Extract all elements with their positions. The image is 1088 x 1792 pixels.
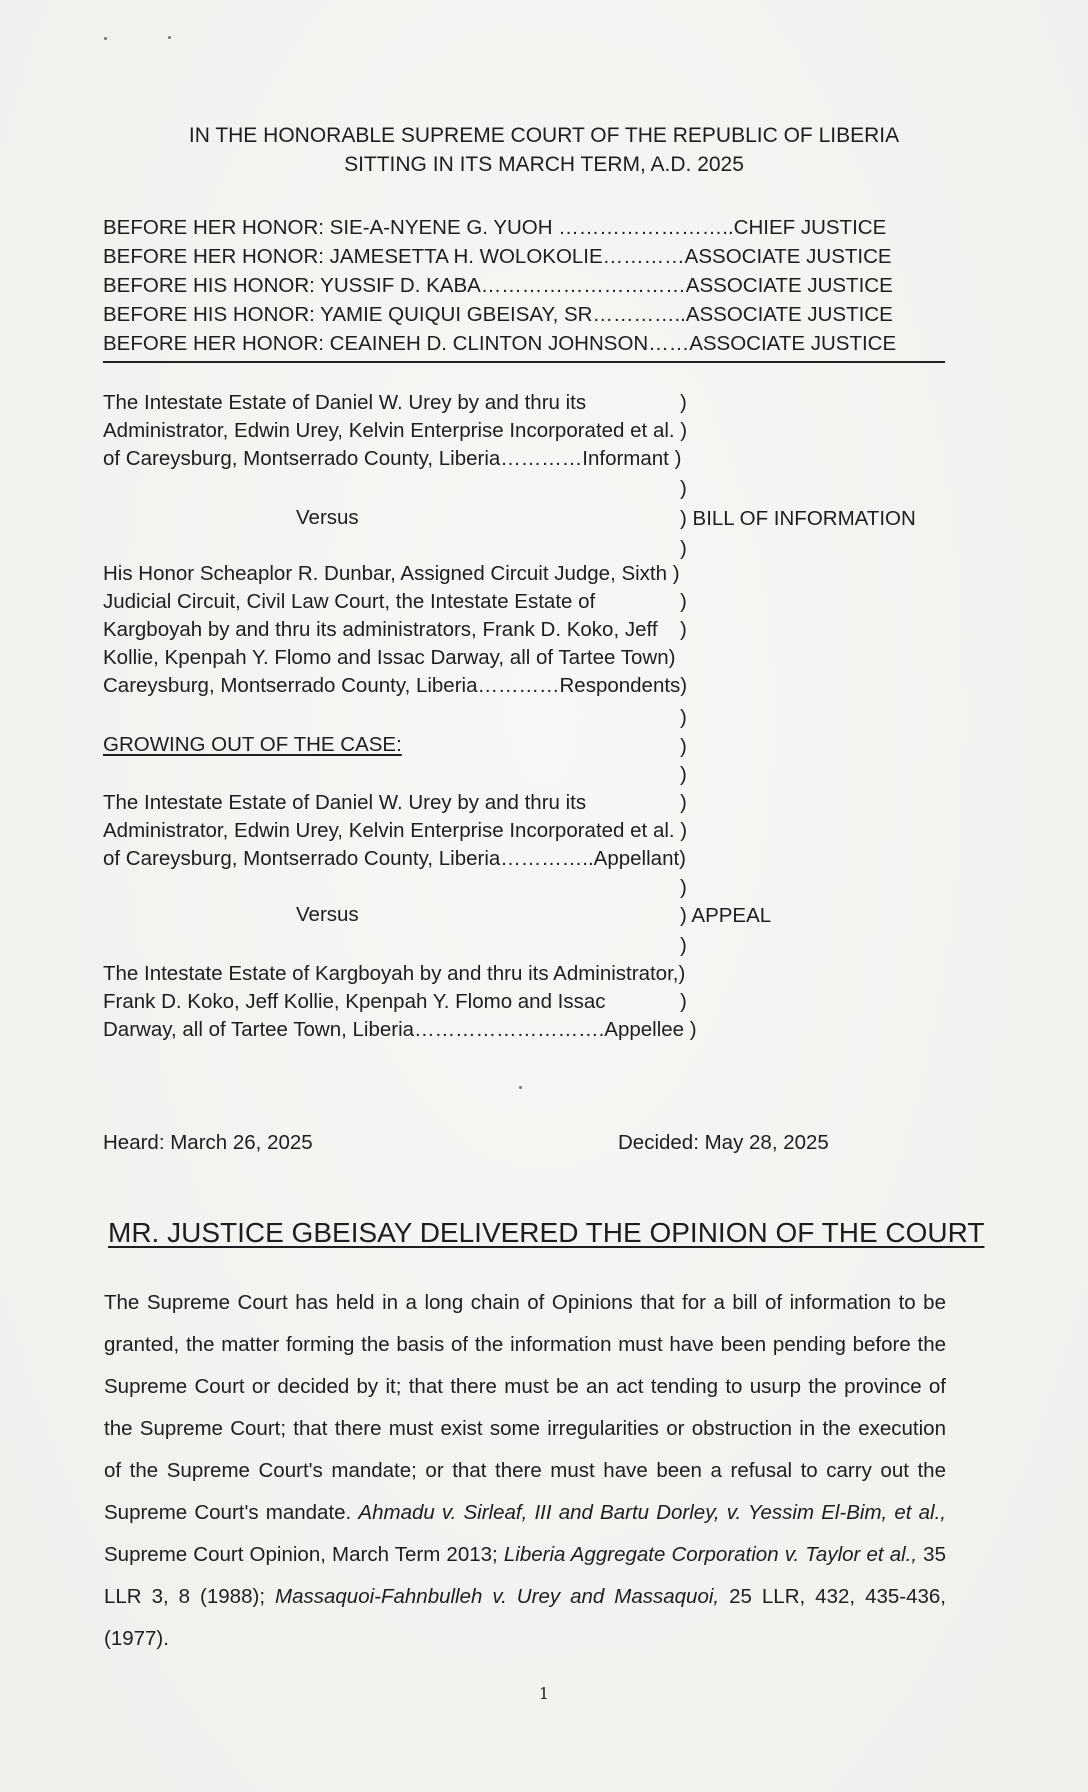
scan-speck [519, 1086, 522, 1089]
caption-paren: ) [680, 391, 687, 414]
court-header-line-2: SITTING IN ITS MARCH TERM, A.D. 2025 [344, 153, 744, 176]
citation-source-3: 25 LLR, 432, 435-436, (1977). [104, 1585, 946, 1650]
citation-case-2: Liberia Aggregate Corporation v. Taylor et al., [503, 1543, 918, 1566]
bench-line-associate-4: BEFORE HER HONOR: CEAINEH D. CLINTON JOHNSON……ASSOCIATE JUSTICE [103, 332, 897, 355]
versus-label-1: Versus [296, 506, 359, 529]
decided-date: Decided: May 28, 2025 [618, 1131, 829, 1154]
respondents-line-2: Judicial Circuit, Civil Law Court, the Intestate Estate of [103, 590, 596, 613]
caption-paren: ) [680, 477, 687, 500]
appellant-line-3: of Careysburg, Montserrado County, Liberia…………..Appellant) [103, 847, 686, 870]
bench-line-chief-justice: BEFORE HER HONOR: SIE-A-NYENE G. YUOH ……………………..CHIEF JUSTICE [103, 216, 887, 239]
court-header-line-1: IN THE HONORABLE SUPREME COURT OF THE REPUBLIC OF LIBERIA [188, 124, 900, 147]
caption-paren: ) [680, 934, 687, 957]
informant-line-3: of Careysburg, Montserrado County, Liberia…………Informant ) [103, 447, 682, 470]
respondents-line-4: Kollie, Kpenpah Y. Flomo and Issac Darway, all of Tartee Town) [103, 646, 676, 669]
caption-paren: ) [680, 618, 687, 641]
citation-source-1: Supreme Court Opinion, March Term 2013; [104, 1543, 498, 1566]
heard-date: Heard: March 26, 2025 [103, 1131, 313, 1154]
respondents-line-3: Kargboyah by and thru its administrators, Frank D. Koko, Jeff [103, 618, 658, 641]
appellant-line-2: Administrator, Edwin Urey, Kelvin Enterprise Incorporated et al. ) [103, 819, 688, 842]
appeal-label: ) APPEAL [680, 904, 772, 927]
caption-paren: ) [680, 537, 687, 560]
caption-paren: ) [680, 590, 687, 613]
caption-paren: ) [680, 791, 687, 814]
opinion-paragraph [104, 1282, 946, 1660]
informant-line-1: The Intestate Estate of Daniel W. Urey by and thru its [103, 391, 587, 414]
appellant-line-1: The Intestate Estate of Daniel W. Urey by and thru its [103, 791, 587, 814]
bench-rule [103, 361, 945, 363]
scan-speck [104, 37, 107, 40]
page-number: 1 [538, 1684, 550, 1703]
respondents-line-5: Careysburg, Montserrado County, Liberia…………Respondents) [103, 674, 688, 697]
bench-line-associate-3: BEFORE HIS HONOR: YAMIE QUIQUI GBEISAY, SR…………..ASSOCIATE JUSTICE [103, 303, 893, 326]
citation-case-3: Massaquoi-Fahnbulleh v. Urey and Massaquoi, [275, 1585, 720, 1608]
appellee-line-1: The Intestate Estate of Kargboyah by and thru its Administrator,) [103, 962, 686, 985]
appellee-line-2: Frank D. Koko, Jeff Kollie, Kpenpah Y. Flomo and Issac [103, 990, 606, 1013]
citation-source-2: 35 LLR 3, 8 (1988); [104, 1543, 946, 1608]
caption-paren: ) [680, 706, 687, 729]
caption-paren: ) [680, 990, 687, 1013]
growing-out-heading: GROWING OUT OF THE CASE: [103, 733, 402, 756]
bill-of-information-label: ) BILL OF INFORMATION [680, 507, 916, 530]
respondents-line-1: His Honor Scheaplor R. Dunbar, Assigned Circuit Judge, Sixth ) [103, 562, 680, 585]
bench-line-associate-2: BEFORE HIS HONOR: YUSSIF D. KABA…………………………ASSOCIATE JUSTICE [103, 274, 893, 297]
paragraph-text: The Supreme Court has held in a long chain of Opinions that for a bill of information to be granted, the matter forming the basis of the information must have been pending before the Supreme Court or decided by it; that there must be an act tending to usurp the province of the Supreme Court; that there must exist some irregularities or obstruction in the execution of the Supreme Court's mandate; or that there must have been a refusal to carry out the Supreme Court's mandate. [104, 1291, 946, 1524]
informant-line-2: Administrator, Edwin Urey, Kelvin Enterprise Incorporated et al. ) [103, 419, 688, 442]
bench-line-associate-1: BEFORE HER HONOR: JAMESETTA H. WOLOKOLIE…………ASSOCIATE JUSTICE [103, 245, 892, 268]
citation-case-1: Ahmadu v. Sirleaf, III and Bartu Dorley, v. Yessim El-Bim, et al., [358, 1501, 947, 1524]
versus-label-2: Versus [296, 903, 359, 926]
caption-paren: ) [680, 876, 687, 899]
opinion-title: MR. JUSTICE GBEISAY DELIVERED THE OPINION OF THE COURT [108, 1217, 985, 1248]
appellee-line-3: Darway, all of Tartee Town, Liberia……………………….Appellee ) [103, 1018, 697, 1041]
caption-paren: ) [680, 735, 687, 758]
caption-paren: ) [680, 763, 687, 786]
scan-speck [168, 36, 171, 39]
